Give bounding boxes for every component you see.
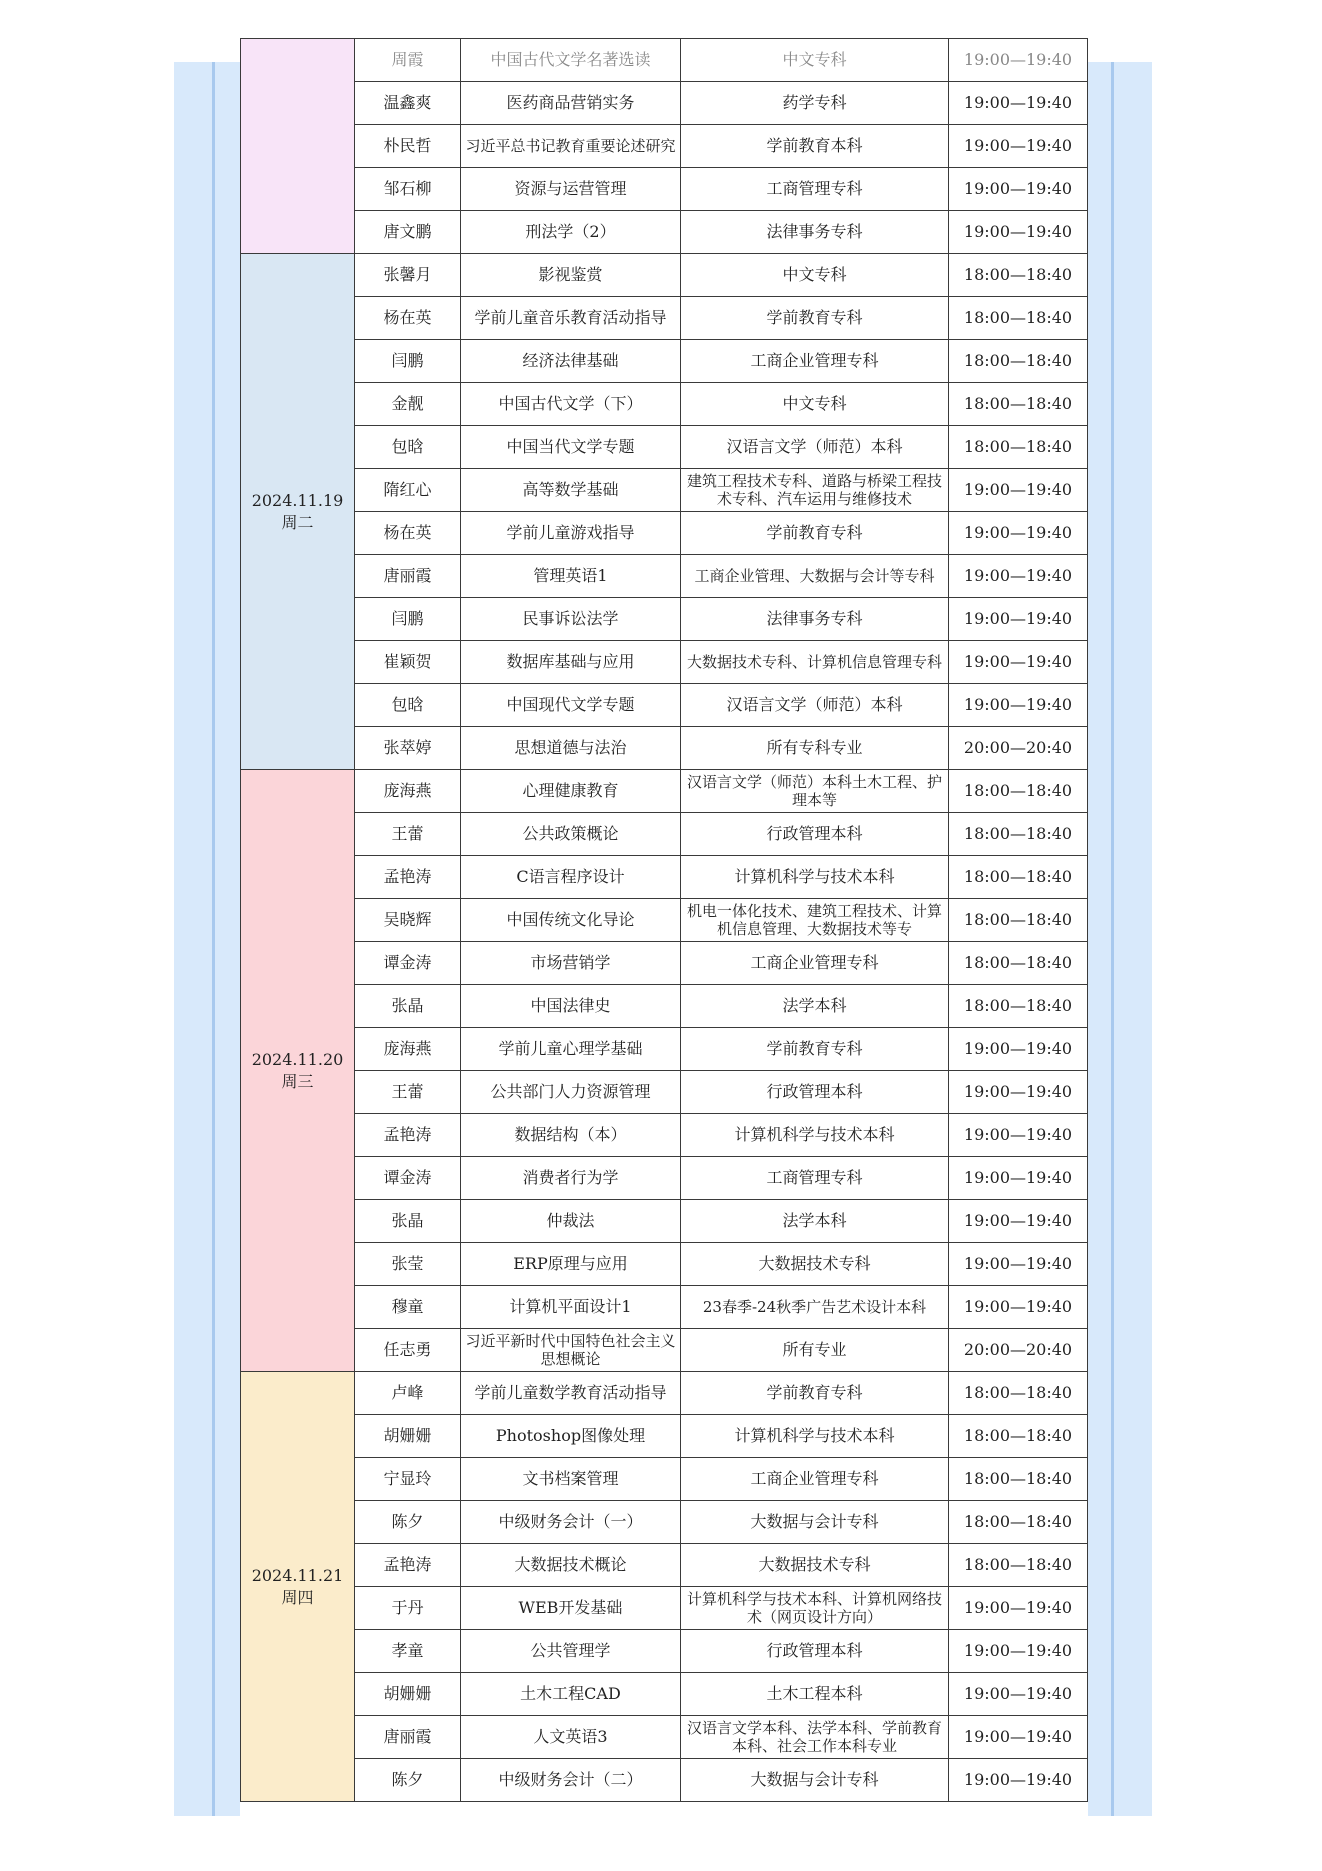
major-cell: 学前教育专科 [681, 1372, 949, 1415]
teacher-cell: 孝童 [355, 1630, 461, 1673]
course-cell: 习近平新时代中国特色社会主义思想概论 [461, 1329, 681, 1372]
major-cell: 汉语言文学（师范）本科 [681, 426, 949, 469]
table-row [241, 1544, 1088, 1587]
course-cell: 学前儿童游戏指导 [461, 512, 681, 555]
course-cell: 土木工程CAD [461, 1673, 681, 1716]
time-cell: 18:00—18:40 [949, 856, 1088, 899]
course-cell: 公共管理学 [461, 1630, 681, 1673]
course-cell: 中国现代文学专题 [461, 684, 681, 727]
table-row [241, 1200, 1088, 1243]
teacher-cell: 于丹 [355, 1587, 461, 1630]
major-cell: 计算机科学与技术本科 [681, 1415, 949, 1458]
course-cell: 经济法律基础 [461, 340, 681, 383]
teacher-cell: 任志勇 [355, 1329, 461, 1372]
table-row [241, 39, 1088, 82]
major-cell: 中文专科 [681, 254, 949, 297]
table-row [241, 1243, 1088, 1286]
table-row [241, 1114, 1088, 1157]
major-cell: 所有专科专业 [681, 727, 949, 770]
major-cell: 学前教育专科 [681, 1028, 949, 1071]
table-row [241, 125, 1088, 168]
table-row [241, 942, 1088, 985]
major-cell: 所有专业 [681, 1329, 949, 1372]
teacher-cell: 谭金涛 [355, 1157, 461, 1200]
time-cell: 19:00—19:40 [949, 1630, 1088, 1673]
time-cell: 20:00—20:40 [949, 727, 1088, 770]
time-cell: 19:00—19:40 [949, 168, 1088, 211]
time-cell: 19:00—19:40 [949, 1200, 1088, 1243]
table-row [241, 727, 1088, 770]
time-cell: 18:00—18:40 [949, 770, 1088, 813]
date-cell [241, 39, 355, 254]
major-cell: 法学本科 [681, 985, 949, 1028]
course-cell: 中国传统文化导论 [461, 899, 681, 942]
teacher-cell: 温鑫爽 [355, 82, 461, 125]
major-cell: 行政管理本科 [681, 813, 949, 856]
date-text: 2024.11.21 [251, 1565, 344, 1585]
table-row [241, 168, 1088, 211]
teacher-cell: 孟艳涛 [355, 1114, 461, 1157]
major-cell: 工商企业管理专科 [681, 1458, 949, 1501]
time-cell: 18:00—18:40 [949, 1501, 1088, 1544]
teacher-cell: 隋红心 [355, 469, 461, 512]
time-cell: 18:00—18:40 [949, 899, 1088, 942]
major-cell: 大数据与会计专科 [681, 1501, 949, 1544]
date-cell [241, 770, 355, 1372]
teacher-cell: 卢峰 [355, 1372, 461, 1415]
course-cell: WEB开发基础 [461, 1587, 681, 1630]
course-cell: 公共政策概论 [461, 813, 681, 856]
table-row [241, 1716, 1088, 1759]
time-cell: 19:00—19:40 [949, 1243, 1088, 1286]
teacher-cell: 张晶 [355, 1200, 461, 1243]
teacher-cell: 胡姗姗 [355, 1673, 461, 1716]
course-cell: 学前儿童数学教育活动指导 [461, 1372, 681, 1415]
time-cell: 18:00—18:40 [949, 813, 1088, 856]
major-cell: 23春季-24秋季广告艺术设计本科 [681, 1286, 949, 1329]
course-cell: 中级财务会计（二） [461, 1759, 681, 1802]
major-cell: 工商企业管理专科 [681, 942, 949, 985]
teacher-cell: 闫鹏 [355, 598, 461, 641]
course-cell: 习近平总书记教育重要论述研究 [461, 125, 681, 168]
date-cell [241, 1372, 355, 1802]
course-cell: 大数据技术概论 [461, 1544, 681, 1587]
table-row [241, 426, 1088, 469]
major-cell: 机电一体化技术、建筑工程技术、计算机信息管理、大数据技术等专 [681, 899, 949, 942]
teacher-cell: 谭金涛 [355, 942, 461, 985]
teacher-cell: 张萃婷 [355, 727, 461, 770]
teacher-cell: 庞海燕 [355, 770, 461, 813]
table-row [241, 297, 1088, 340]
course-cell: 资源与运营管理 [461, 168, 681, 211]
time-cell: 19:00—19:40 [949, 1028, 1088, 1071]
teacher-cell: 孟艳涛 [355, 856, 461, 899]
major-cell: 大数据技术专科 [681, 1243, 949, 1286]
time-cell: 19:00—19:40 [949, 82, 1088, 125]
major-cell: 行政管理本科 [681, 1071, 949, 1114]
time-cell: 18:00—18:40 [949, 426, 1088, 469]
major-cell: 药学专科 [681, 82, 949, 125]
major-cell: 法学本科 [681, 1200, 949, 1243]
teacher-cell: 王蕾 [355, 813, 461, 856]
course-cell: 民事诉讼法学 [461, 598, 681, 641]
weekday-text: 周三 [281, 1071, 314, 1091]
teacher-cell: 张莹 [355, 1243, 461, 1286]
table-row [241, 340, 1088, 383]
time-cell: 19:00—19:40 [949, 125, 1088, 168]
time-cell: 19:00—19:40 [949, 1587, 1088, 1630]
course-cell: 刑法学（2） [461, 211, 681, 254]
major-cell: 大数据与会计专科 [681, 1759, 949, 1802]
time-cell: 19:00—19:40 [949, 39, 1088, 82]
major-cell: 中文专科 [681, 39, 949, 82]
table-row [241, 383, 1088, 426]
time-cell: 19:00—19:40 [949, 598, 1088, 641]
time-cell: 19:00—19:40 [949, 512, 1088, 555]
major-cell: 工商管理专科 [681, 168, 949, 211]
table-row [241, 598, 1088, 641]
course-cell: 仲裁法 [461, 1200, 681, 1243]
time-cell: 18:00—18:40 [949, 1372, 1088, 1415]
course-cell: 中国古代文学（下） [461, 383, 681, 426]
time-cell: 18:00—18:40 [949, 1458, 1088, 1501]
left-border-rail [212, 62, 215, 1816]
time-cell: 20:00—20:40 [949, 1329, 1088, 1372]
major-cell: 汉语言文学（师范）本科土木工程、护理本等 [681, 770, 949, 813]
major-cell: 学前教育专科 [681, 297, 949, 340]
major-cell: 工商企业管理专科 [681, 340, 949, 383]
teacher-cell: 穆童 [355, 1286, 461, 1329]
table-row [241, 1372, 1088, 1415]
teacher-cell: 唐丽霞 [355, 1716, 461, 1759]
date-text: 2024.11.20 [251, 1049, 344, 1069]
teacher-cell: 杨在英 [355, 297, 461, 340]
major-cell: 工商企业管理、大数据与会计等专科 [681, 555, 949, 598]
time-cell: 19:00—19:40 [949, 641, 1088, 684]
table-row [241, 555, 1088, 598]
major-cell: 大数据技术专科 [681, 1544, 949, 1587]
course-cell: 中级财务会计（一） [461, 1501, 681, 1544]
major-cell: 土木工程本科 [681, 1673, 949, 1716]
teacher-cell: 邹石柳 [355, 168, 461, 211]
major-cell: 法律事务专科 [681, 598, 949, 641]
table-row [241, 1415, 1088, 1458]
teacher-cell: 吴晓辉 [355, 899, 461, 942]
teacher-cell: 闫鹏 [355, 340, 461, 383]
course-cell: 计算机平面设计1 [461, 1286, 681, 1329]
major-cell: 建筑工程技术专科、道路与桥梁工程技术专科、汽车运用与维修技术 [681, 469, 949, 512]
table-row [241, 1501, 1088, 1544]
course-cell: 中国当代文学专题 [461, 426, 681, 469]
table-row [241, 1157, 1088, 1200]
table-row [241, 512, 1088, 555]
major-cell: 学前教育本科 [681, 125, 949, 168]
course-cell: 学前儿童心理学基础 [461, 1028, 681, 1071]
table-row [241, 1329, 1088, 1372]
table-row [241, 1071, 1088, 1114]
teacher-cell: 崔颖贺 [355, 641, 461, 684]
teacher-cell: 唐丽霞 [355, 555, 461, 598]
right-border-rail [1111, 62, 1114, 1816]
teacher-cell: 胡姗姗 [355, 1415, 461, 1458]
course-cell: ERP原理与应用 [461, 1243, 681, 1286]
table-row [241, 985, 1088, 1028]
table-row [241, 211, 1088, 254]
major-cell: 计算机科学与技术本科 [681, 856, 949, 899]
table-row [241, 82, 1088, 125]
teacher-cell: 王蕾 [355, 1071, 461, 1114]
table-row [241, 1759, 1088, 1802]
major-cell: 法律事务专科 [681, 211, 949, 254]
teacher-cell: 杨在英 [355, 512, 461, 555]
schedule-sheet [240, 50, 1088, 1816]
table-row [241, 770, 1088, 813]
time-cell: 19:00—19:40 [949, 1759, 1088, 1802]
course-cell: 数据库基础与应用 [461, 641, 681, 684]
course-cell: 思想道德与法治 [461, 727, 681, 770]
major-cell: 学前教育专科 [681, 512, 949, 555]
table-row [241, 899, 1088, 942]
major-cell: 工商管理专科 [681, 1157, 949, 1200]
course-cell: 管理英语1 [461, 555, 681, 598]
course-cell: 影视鉴赏 [461, 254, 681, 297]
weekday-text: 周四 [281, 1587, 314, 1607]
major-cell: 计算机科学与技术本科、计算机网络技术（网页设计方向） [681, 1587, 949, 1630]
teacher-cell: 陈夕 [355, 1501, 461, 1544]
time-cell: 18:00—18:40 [949, 383, 1088, 426]
time-cell: 18:00—18:40 [949, 254, 1088, 297]
time-cell: 19:00—19:40 [949, 1716, 1088, 1759]
table-row [241, 813, 1088, 856]
teacher-cell: 孟艳涛 [355, 1544, 461, 1587]
time-cell: 19:00—19:40 [949, 1286, 1088, 1329]
course-cell: 学前儿童音乐教育活动指导 [461, 297, 681, 340]
table-row [241, 641, 1088, 684]
table-row [241, 469, 1088, 512]
table-row [241, 254, 1088, 297]
table-row [241, 1028, 1088, 1071]
course-cell: 心理健康教育 [461, 770, 681, 813]
course-cell: 中国法律史 [461, 985, 681, 1028]
weekday-text: 周二 [281, 512, 314, 532]
teacher-cell: 唐文鹏 [355, 211, 461, 254]
major-cell: 中文专科 [681, 383, 949, 426]
major-cell: 汉语言文学（师范）本科 [681, 684, 949, 727]
teacher-cell: 张馨月 [355, 254, 461, 297]
time-cell: 19:00—19:40 [949, 1071, 1088, 1114]
time-cell: 18:00—18:40 [949, 340, 1088, 383]
page-frame [174, 50, 1152, 1816]
time-cell: 19:00—19:40 [949, 555, 1088, 598]
course-cell: 消费者行为学 [461, 1157, 681, 1200]
major-cell: 计算机科学与技术本科 [681, 1114, 949, 1157]
schedule-table [240, 38, 1088, 1802]
time-cell: 19:00—19:40 [949, 684, 1088, 727]
table-row [241, 1458, 1088, 1501]
time-cell: 18:00—18:40 [949, 1544, 1088, 1587]
course-cell: 市场营销学 [461, 942, 681, 985]
table-row [241, 856, 1088, 899]
teacher-cell: 宁显玲 [355, 1458, 461, 1501]
course-cell: 文书档案管理 [461, 1458, 681, 1501]
teacher-cell: 庞海燕 [355, 1028, 461, 1071]
major-cell: 行政管理本科 [681, 1630, 949, 1673]
time-cell: 18:00—18:40 [949, 985, 1088, 1028]
table-row [241, 1286, 1088, 1329]
course-cell: C语言程序设计 [461, 856, 681, 899]
time-cell: 18:00—18:40 [949, 1415, 1088, 1458]
table-row [241, 1587, 1088, 1630]
time-cell: 19:00—19:40 [949, 1157, 1088, 1200]
course-cell: 中国古代文学名著选读 [461, 39, 681, 82]
teacher-cell: 张晶 [355, 985, 461, 1028]
table-row [241, 1673, 1088, 1716]
major-cell: 汉语言文学本科、法学本科、学前教育本科、社会工作本科专业 [681, 1716, 949, 1759]
teacher-cell: 金靓 [355, 383, 461, 426]
table-row [241, 684, 1088, 727]
teacher-cell: 陈夕 [355, 1759, 461, 1802]
course-cell: 公共部门人力资源管理 [461, 1071, 681, 1114]
course-cell: 数据结构（本） [461, 1114, 681, 1157]
table-row [241, 1630, 1088, 1673]
schedule-body [241, 39, 1088, 1802]
date-cell [241, 254, 355, 770]
teacher-cell: 周霞 [355, 39, 461, 82]
teacher-cell: 朴民哲 [355, 125, 461, 168]
time-cell: 18:00—18:40 [949, 297, 1088, 340]
teacher-cell: 包晗 [355, 426, 461, 469]
course-cell: 高等数学基础 [461, 469, 681, 512]
course-cell: Photoshop图像处理 [461, 1415, 681, 1458]
major-cell: 大数据技术专科、计算机信息管理专科 [681, 641, 949, 684]
time-cell: 18:00—18:40 [949, 942, 1088, 985]
course-cell: 医药商品营销实务 [461, 82, 681, 125]
time-cell: 19:00—19:40 [949, 1114, 1088, 1157]
time-cell: 19:00—19:40 [949, 211, 1088, 254]
time-cell: 19:00—19:40 [949, 1673, 1088, 1716]
teacher-cell: 包晗 [355, 684, 461, 727]
date-text: 2024.11.19 [251, 490, 344, 510]
time-cell: 19:00—19:40 [949, 469, 1088, 512]
course-cell: 人文英语3 [461, 1716, 681, 1759]
